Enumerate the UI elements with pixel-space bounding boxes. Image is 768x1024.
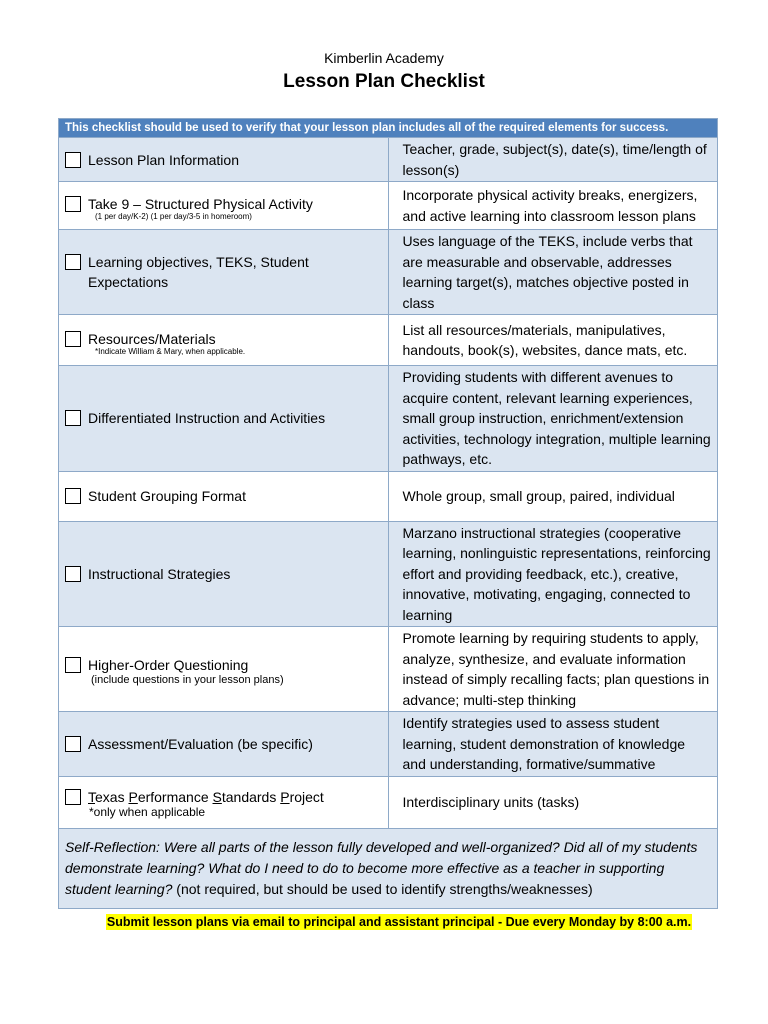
checkbox[interactable]: [65, 657, 81, 673]
table-row: [59, 366, 718, 472]
submit-instructions: [0, 913, 768, 931]
checkbox[interactable]: [65, 331, 81, 347]
checkbox[interactable]: [65, 152, 81, 168]
table-header-row: [59, 119, 718, 138]
item-label: Texas Performance Standards Project: [88, 789, 324, 805]
checkbox[interactable]: [65, 488, 81, 504]
self-reflection-row: [59, 828, 718, 908]
item-description: Providing students with different avenues to acquire content, relevant learning experiences, small group instruction, enrichment/extension activities, technology integration, multiple learning pathways, etc.: [388, 366, 718, 472]
item-label: Student Grouping Format: [88, 488, 246, 504]
page-title: Lesson Plan Checklist: [283, 71, 485, 92]
checkbox[interactable]: [65, 736, 81, 752]
item-note: (1 per day/K-2) (1 per day/3-5 in homeroom): [95, 211, 252, 221]
item-label: Differentiated Instruction and Activities: [88, 410, 326, 427]
item-description: Uses language of the TEKS, include verbs that are measurable and observable, addresses learning target(s), matches objective posted in class: [388, 230, 718, 315]
table-row: [59, 521, 718, 627]
checkbox[interactable]: [65, 410, 81, 426]
item-label: Resources/Materials: [88, 331, 216, 347]
table-row: [59, 182, 718, 230]
checklist-table: [58, 118, 718, 909]
item-note: (include questions in your lesson plans): [91, 674, 284, 686]
item-description: Whole group, small group, paired, individual: [388, 471, 718, 521]
item-label: Lesson Plan Information: [88, 151, 239, 168]
item-description: Incorporate physical activity breaks, energizers, and active learning into classroom lesson plans: [388, 182, 718, 230]
item-description: Promote learning by requiring students to apply, analyze, synthesize, and evaluate information instead of simply recalling facts; plan questions in advance; multi-step thinking: [388, 627, 718, 712]
table-header-text: This checklist should be used to verify that your lesson plan includes all of the required elements for success.: [59, 119, 718, 138]
table-row: [59, 230, 718, 315]
item-label: Learning objectives, TEKS, Student Expectations: [88, 254, 309, 290]
item-description: Interdisciplinary units (tasks): [388, 776, 718, 828]
item-description: Identify strategies used to assess student learning, student demonstration of knowledge and understanding, formative/summative: [388, 712, 718, 777]
item-label: Higher-Order Questioning: [88, 657, 249, 673]
checkbox[interactable]: [65, 196, 81, 212]
checkbox[interactable]: [65, 566, 81, 582]
item-label: Take 9 – Structured Physical Activity: [88, 195, 313, 212]
item-note: *only when applicable: [89, 805, 206, 819]
self-reflection-text: Self-Reflection: Were all parts of the lesson fully developed and well-organized? Did all of my students demonstrate learning? What do I need to do to become more effective as a teacher in supporting student learning? (not required, but should be used to identify strengths/weaknesses): [59, 828, 718, 908]
item-description: List all resources/materials, manipulatives, handouts, book(s), websites, dance mats, etc.: [388, 315, 718, 366]
table-row: [59, 712, 718, 777]
item-label: Instructional Strategies: [88, 565, 231, 582]
table-row: [59, 627, 718, 712]
organization-name: Kimberlin Academy: [324, 50, 444, 66]
table-row: [59, 138, 718, 182]
item-description: Teacher, grade, subject(s), date(s), time/length of lesson(s): [388, 138, 718, 182]
table-row: [59, 315, 718, 366]
table-row: [59, 471, 718, 521]
item-description: Marzano instructional strategies (cooperative learning, nonlinguistic representations, reinforcing effort and providing feedback, etc.), creative, innovative, motivating, engaging, connected to learning: [388, 521, 718, 627]
submit-highlight: Submit lesson plans via email to principal and assistant principal - Due every Monday by 8:00 a.m.: [106, 915, 692, 929]
checkbox[interactable]: [65, 789, 81, 805]
checkbox[interactable]: [65, 254, 81, 270]
table-row: [59, 776, 718, 828]
item-note: *Indicate William & Mary, when applicable.: [95, 347, 246, 356]
item-label: Assessment/Evaluation (be specific): [88, 735, 313, 752]
